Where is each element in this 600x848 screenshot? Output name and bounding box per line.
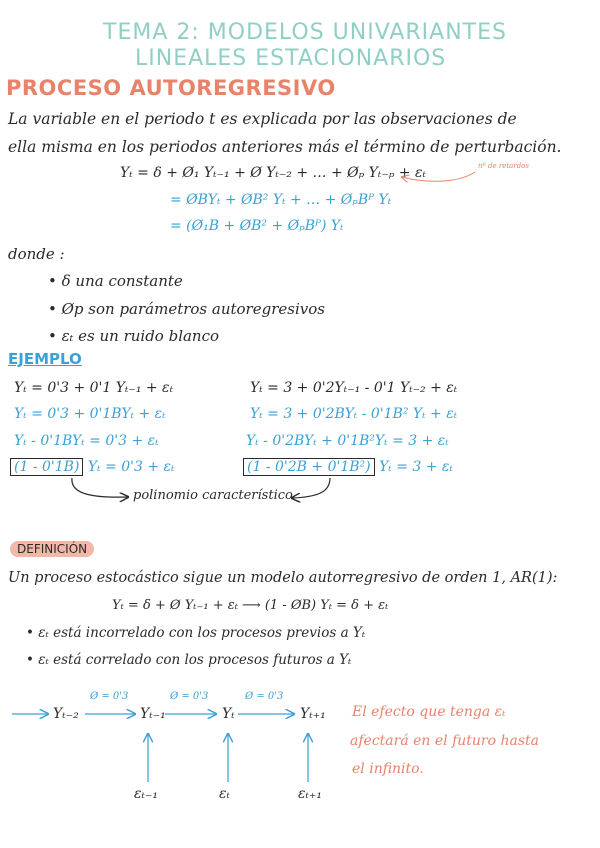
intro-line-2: ella misma en los periodos anteriores más el término de perturbación. — [8, 138, 562, 156]
node-y-t-2: Yₜ₋₂ — [53, 706, 79, 722]
bullet-constant: • δ una constante — [48, 272, 183, 290]
intro-line-1: La variable en el periodo t es explicada por las observaciones de — [8, 110, 517, 128]
definition-pill: DEFINICIÓN — [10, 541, 94, 557]
lag-note-arrow — [402, 172, 475, 181]
page-title-line1: TEMA 2: MODELOS UNIVARIANTES — [103, 20, 507, 45]
char-poly-box-left: (1 - 0'1B) — [10, 458, 83, 476]
ar-equation-3: = (Ø₁B + ØB² + ØₚBᴾ) Yₜ — [170, 218, 344, 234]
error-t-1: εₜ₋₁ — [134, 786, 158, 802]
effect-note-2: afectará en el futuro hasta — [350, 733, 540, 749]
ar-equation-2: = ØBYₜ + ØB² Yₜ + … + ØₚBᴾ Yₜ — [170, 192, 392, 208]
definition-bullet-2: • εₜ está correlado con los procesos futuros a Yₜ — [26, 652, 352, 668]
phi-label-2: Ø = 0'3 — [170, 691, 209, 702]
donde-label: donde : — [8, 245, 65, 263]
poly-arrow-left — [72, 478, 128, 497]
poly-label: polinomio característico — [133, 488, 293, 503]
phi-label-1: Ø = 0'3 — [90, 691, 129, 702]
example-right-1: Yₜ = 3 + 0'2Yₜ₋₁ - 0'1 Yₜ₋₂ + εₜ — [250, 380, 458, 396]
bullet-parameters: • Øp son parámetros autoregresivos — [48, 300, 325, 318]
example-left-3: Yₜ - 0'1BYₜ = 0'3 + εₜ — [14, 433, 159, 449]
page-title-line2: LINEALES ESTACIONARIOS — [135, 46, 447, 71]
example-right-2: Yₜ = 3 + 0'2BYₜ - 0'1B² Yₜ + εₜ — [250, 406, 458, 422]
example-heading: EJEMPLO — [8, 350, 82, 368]
lag-note: nº de retardos — [478, 162, 529, 170]
example-right-3: Yₜ - 0'2BYₜ + 0'1B²Yₜ = 3 + εₜ — [246, 433, 449, 449]
example-left-2: Yₜ = 0'3 + 0'1BYₜ + εₜ — [14, 406, 166, 422]
node-y-t-1: Yₜ₋₁ — [140, 706, 166, 722]
node-y-t1: Yₜ₊₁ — [300, 706, 326, 722]
effect-note-1: El efecto que tenga εₜ — [352, 704, 506, 720]
error-t: εₜ — [219, 786, 230, 802]
node-y-t: Yₜ — [222, 706, 235, 722]
phi-label-3: Ø = 0'3 — [245, 691, 284, 702]
example-right-4-rest: Yₜ = 3 + εₜ — [379, 459, 453, 475]
char-poly-box-right: (1 - 0'2B + 0'1B²) — [243, 458, 375, 476]
poly-arrow-right — [292, 478, 330, 498]
effect-note-3: el infinito. — [352, 761, 424, 777]
definition-bullet-1: • εₜ está incorrelado con los procesos previos a Yₜ — [26, 625, 366, 641]
example-left-1: Yₜ = 0'3 + 0'1 Yₜ₋₁ + εₜ — [14, 380, 174, 396]
definition-equation: Yₜ = δ + Ø Yₜ₋₁ + εₜ ⟶ (1 - ØB) Yₜ = δ + εₜ — [112, 598, 389, 613]
bullet-white-noise: • εₜ es un ruido blanco — [48, 327, 220, 345]
section-heading-ar: PROCESO AUTOREGRESIVO — [6, 76, 336, 100]
definition-text: Un proceso estocástico sigue un modelo autorregresivo de orden 1, AR(1): — [8, 570, 558, 586]
error-t1: εₜ₊₁ — [298, 786, 322, 802]
ar-equation-1: Yₜ = δ + Ø₁ Yₜ₋₁ + Ø Yₜ₋₂ + … + Øₚ Yₜ₋ₚ + εₜ — [120, 165, 426, 181]
example-left-4-rest: Yₜ = 0'3 + εₜ — [87, 459, 175, 475]
